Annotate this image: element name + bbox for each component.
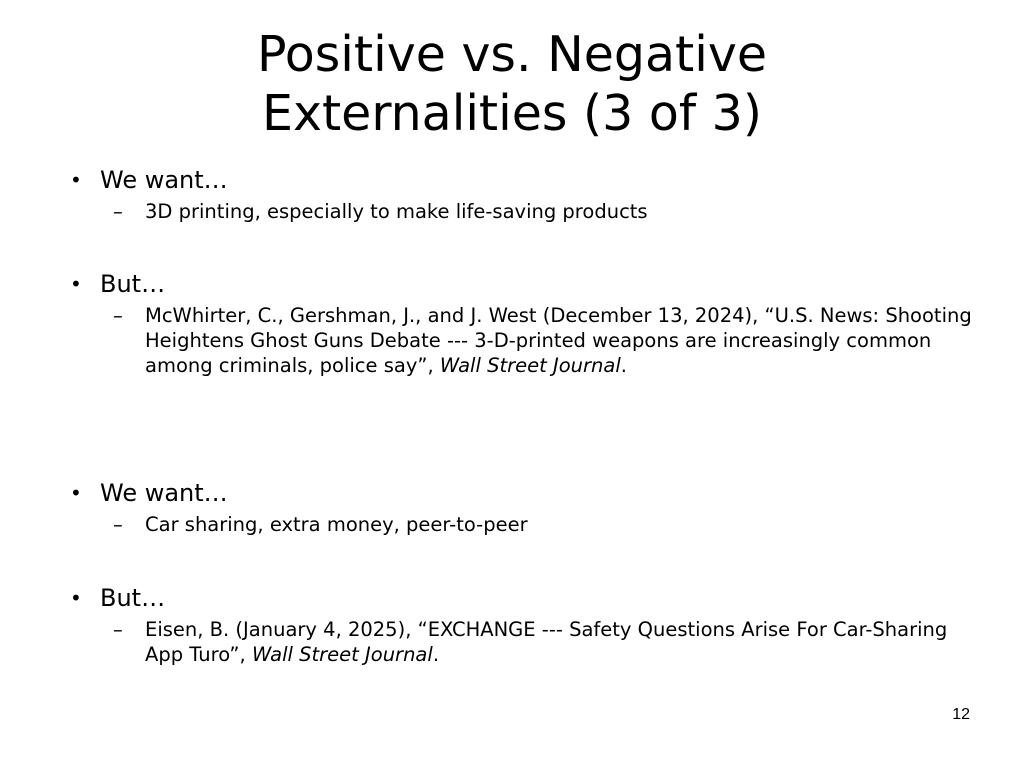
citation-journal: Wall Street Journal (439, 353, 621, 377)
bullet-item-we-want-3d (70, 166, 970, 224)
bullet-row (70, 166, 970, 195)
bullet-item-but-turo (70, 584, 970, 667)
page-number: 12 (952, 706, 970, 723)
bullet-text: We want… (100, 166, 228, 194)
bullet-text: But… (100, 270, 166, 298)
sub-bullet-row (70, 617, 975, 667)
sub-bullet-marker: – (113, 617, 123, 641)
sub-bullet-marker: – (113, 512, 123, 536)
bullet-row (70, 584, 970, 613)
bullet-marker: • (70, 272, 82, 296)
sub-bullet-text: 3D printing, especially to make life-saving products (145, 199, 648, 223)
sub-bullet-text: Car sharing, extra money, peer-to-peer (145, 512, 528, 536)
slide-title-line-2: Externalities (3 of 3) (262, 84, 762, 142)
slide-title (0, 26, 1024, 144)
slide-title-line-1: Positive vs. Negative (256, 26, 768, 83)
bullet-text: We want… (100, 479, 228, 507)
bullet-row (70, 479, 970, 508)
sub-bullet-row (70, 199, 975, 224)
bullet-item-we-want-car-sharing (70, 479, 970, 537)
bullet-marker: • (70, 481, 82, 505)
citation-text: McWhirter, C., Gershman, J., and J. West (December 13, 2024), “U.S. News: Shooting Heightens Ghost Guns Debate --- 3-D-printed weapons are increasingly common among criminals, police say”, (145, 303, 972, 377)
bullet-marker: • (70, 586, 82, 610)
sub-bullet-row (70, 512, 975, 537)
bullet-row (70, 270, 970, 299)
sub-bullet-row (70, 303, 975, 378)
citation-text: Eisen, B. (January 4, 2025), “EXCHANGE --- Safety Questions Arise For Car-Sharing App Turo”, (145, 617, 948, 666)
sub-bullet-marker: – (113, 303, 123, 327)
citation-end: . (432, 642, 440, 666)
citation-end: . (620, 353, 627, 377)
citation-journal: Wall Street Journal (251, 642, 433, 666)
bullet-item-but-ghost-guns (70, 270, 970, 378)
bullet-marker: • (70, 168, 82, 192)
bullet-text: But… (100, 584, 166, 612)
sub-bullet-marker: – (113, 199, 123, 223)
